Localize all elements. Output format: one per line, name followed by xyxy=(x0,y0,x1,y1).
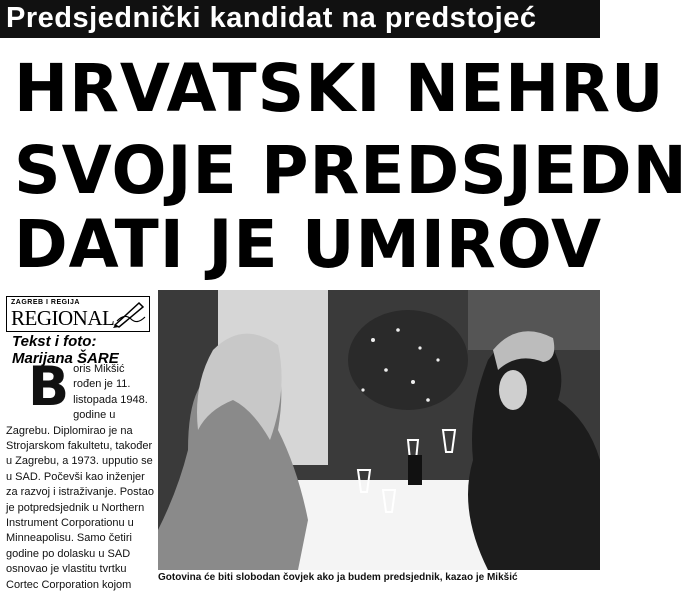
article-photo xyxy=(158,290,600,570)
kicker-bar xyxy=(0,0,600,38)
regional-logo xyxy=(6,296,150,332)
headline-line-3: DATI JE UMIROV xyxy=(14,206,602,283)
pen-icon xyxy=(111,299,147,329)
kicker-text: Predsjednički kandidat na predstojeć xyxy=(6,2,537,34)
headline-line-1: HRVATSKI NEHRU xyxy=(14,50,665,127)
drop-cap: B xyxy=(28,355,70,418)
regional-logo-top: ZAGREB I REGIJA xyxy=(11,299,80,306)
regional-logo-word: REGIONAL xyxy=(11,306,115,330)
headline-line-2: SVOJE PREDSJEDN xyxy=(14,132,688,209)
byline-line-1: Tekst i foto: xyxy=(12,333,97,350)
photo-illustration xyxy=(158,290,600,570)
article-text: oris Mikšić rođen je 11. listopada 1948. godine u Zagrebu. Diplomirao je na Strojarskom fakultetu, također u Zagrebu, a 1973. upputio se u SAD. Počevši kao inženjer za razvoj i istraživanje. Postao je potpredsjednik u Northern Instrument Corporationu u Minneapolisu. Samo četiri godine po dolasku u SAD osnovao je vlastitu tvrtku Cortec Corporation kojom xyxy=(6,363,154,591)
byline-box xyxy=(6,296,151,367)
byline-line-2: Marijana ŠARE xyxy=(12,350,119,367)
photo-caption: Gotovina će biti slobodan čovjek ako ja budem predsjednik, kazao je Mikšić xyxy=(158,572,518,583)
